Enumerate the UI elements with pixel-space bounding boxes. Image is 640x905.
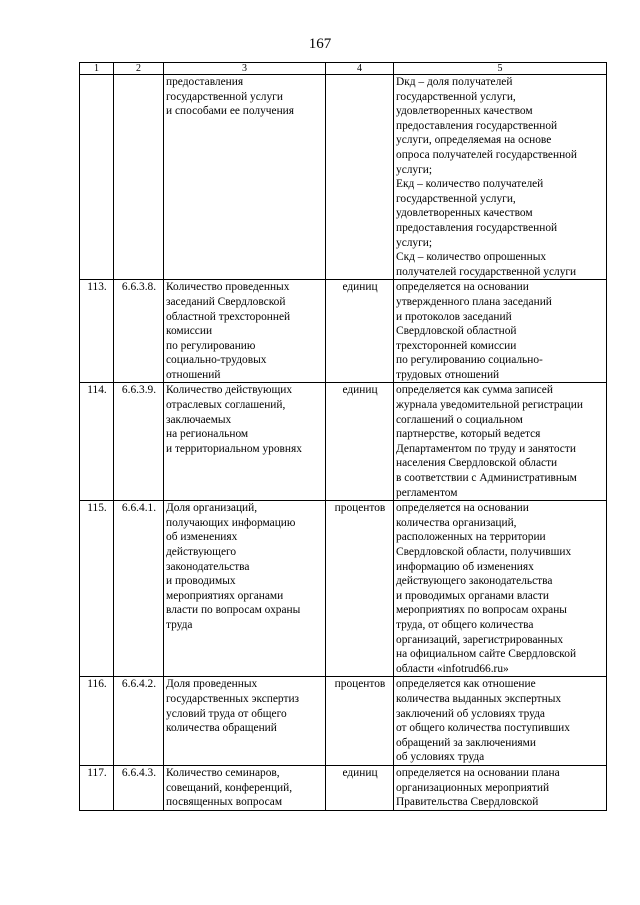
table-row [80, 765, 607, 810]
cell-unit: единиц [326, 280, 394, 383]
header-col-5: 5 [394, 63, 607, 75]
header-col-1: 1 [80, 63, 114, 75]
cell-calculation-method: определяется как сумма записей журнала уведомительной регистрации соглашений о социальном партнерстве, который ведется Департаментом по труду и занятости населения Свердловской области в соответствии с Административным регламентом [394, 383, 607, 501]
cell-calculation-method: определяется как отношение количества выданных экспертных заключений об условиях труда от общего количества поступивших обращений за заключениями об условиях труда [394, 677, 607, 766]
cell-unit: процентов [326, 677, 394, 766]
table-row [80, 280, 607, 383]
cell-indicator-name: Доля организаций, получающих информацию об изменениях действующего законодательства и проводимых мероприятиях органами власти по вопросам охраны труда [164, 501, 326, 677]
cell-code: 6.6.3.9. [114, 383, 164, 501]
cell-indicator-name: Количество семинаров, совещаний, конференций, посвященных вопросам [164, 765, 326, 810]
cell-unit [326, 75, 394, 280]
table-row [80, 677, 607, 766]
cell-code: 6.6.3.8. [114, 280, 164, 383]
header-col-4: 4 [326, 63, 394, 75]
cell-code [114, 75, 164, 280]
header-col-2: 2 [114, 63, 164, 75]
cell-calculation-method: определяется на основании утвержденного плана заседаний и протоколов заседаний Свердловской областной трехсторонней комиссии по регулированию социально- трудовых отношений [394, 280, 607, 383]
cell-unit: единиц [326, 765, 394, 810]
cell-num [80, 75, 114, 280]
table-row [80, 501, 607, 677]
cell-code: 6.6.4.2. [114, 677, 164, 766]
header-row [80, 63, 607, 75]
cell-indicator-name: Доля проведенных государственных экспертиз условий труда от общего количества обращений [164, 677, 326, 766]
cell-code: 6.6.4.1. [114, 501, 164, 677]
cell-num: 114. [80, 383, 114, 501]
cell-num: 116. [80, 677, 114, 766]
table-row [80, 383, 607, 501]
cell-code: 6.6.4.3. [114, 765, 164, 810]
cell-calculation-method: определяется на основании количества организаций, расположенных на территории Свердловской области, получивших информацию об изменениях действующего законодательства и проводимых органами власти мероприятиях по вопросам охраны труда, от общего количества организаций, зарегистрированных на официальном сайте Свердловской области «infotrud66.ru» [394, 501, 607, 677]
table-row-continuation [80, 75, 607, 280]
cell-indicator-name: Количество проведенных заседаний Свердловской областной трехсторонней комиссии по регулированию социально-трудовых отношений [164, 280, 326, 383]
cell-num: 115. [80, 501, 114, 677]
cell-num: 117. [80, 765, 114, 810]
cell-calculation-method: определяется на основании плана организационных мероприятий Правительства Свердловской [394, 765, 607, 810]
cell-indicator-name: Количество действующих отраслевых соглашений, заключаемых на региональном и территориальном уровнях [164, 383, 326, 501]
cell-indicator-name: предоставления государственной услуги и способами ее получения [164, 75, 326, 280]
cell-num: 113. [80, 280, 114, 383]
header-col-3: 3 [164, 63, 326, 75]
cell-unit: единиц [326, 383, 394, 501]
cell-calculation-method: Dкд – доля получателей государственной услуги, удовлетворенных качеством предоставления государственной услуги, определяемая на основе опроса получателей государственной услуги; Екд – количество получателей государственной услуги, удовлетворенных качеством предоставления государственной услуги; Скд – количество опрошенных получателей государственной услуги [394, 75, 607, 280]
page-number: 167 [308, 36, 332, 52]
cell-unit: процентов [326, 501, 394, 677]
indicators-table [79, 62, 607, 811]
